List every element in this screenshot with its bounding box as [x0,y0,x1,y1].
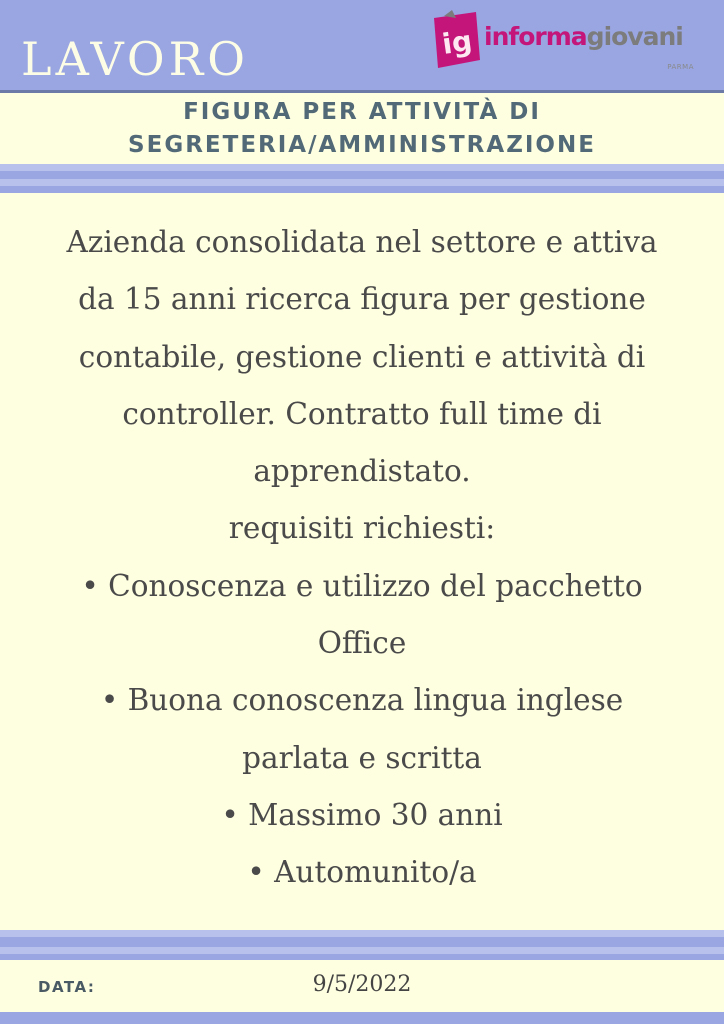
date-value: 9/5/2022 [312,972,412,997]
requirement-item: • Automunito/a [247,855,477,890]
section-title: LAVORO [21,32,249,86]
description-line: apprendistato. [253,454,471,489]
description-line: Azienda consolidata nel settore e attiva [66,225,658,259]
description-line: da 15 anni ricerca figura per gestione [78,282,646,317]
footer-stripe [0,937,724,947]
requirement-item-continued: Office [317,626,407,661]
footer-stripe [0,954,724,960]
informagiovani-logo [426,10,702,76]
requirement-item: • Conoscenza e utilizzo del pacchetto [81,568,643,603]
logo-wordmark-part1: informa [484,22,587,51]
requirement-item: • Massimo 30 anni [221,797,503,832]
job-title-line1: FIGURA PER ATTIVITÀ DI [183,99,541,125]
divider-stripe [0,186,724,193]
requirements-heading: requisiti richiesti: [228,511,496,546]
footer-stripe [0,930,724,937]
divider-stripe [0,171,724,179]
header-divider [0,90,724,93]
ig-logo-icon [426,10,484,72]
logo-subtitle: PARMA [667,63,694,71]
logo-mark-text: ig [440,24,475,61]
job-title [0,96,724,162]
job-title-line2: SEGRETERIA/AMMINISTRAZIONE [128,132,596,158]
date-label: DATA: [38,978,96,996]
job-description [20,214,704,902]
description-line: contabile, gestione clienti e attività di [78,339,646,374]
footer-stripe [0,947,724,954]
description-line: controller. Contratto full time di [122,396,602,431]
divider-stripe [0,179,724,186]
logo-wordmark-part2: giovani [586,22,683,51]
requirement-item: • Buona conoscenza lingua inglese [100,683,624,718]
divider-stripe [0,164,724,171]
bottom-stripe [0,1012,724,1024]
requirement-item-continued: parlata e scritta [242,740,482,775]
logo-wordmark [484,24,683,49]
